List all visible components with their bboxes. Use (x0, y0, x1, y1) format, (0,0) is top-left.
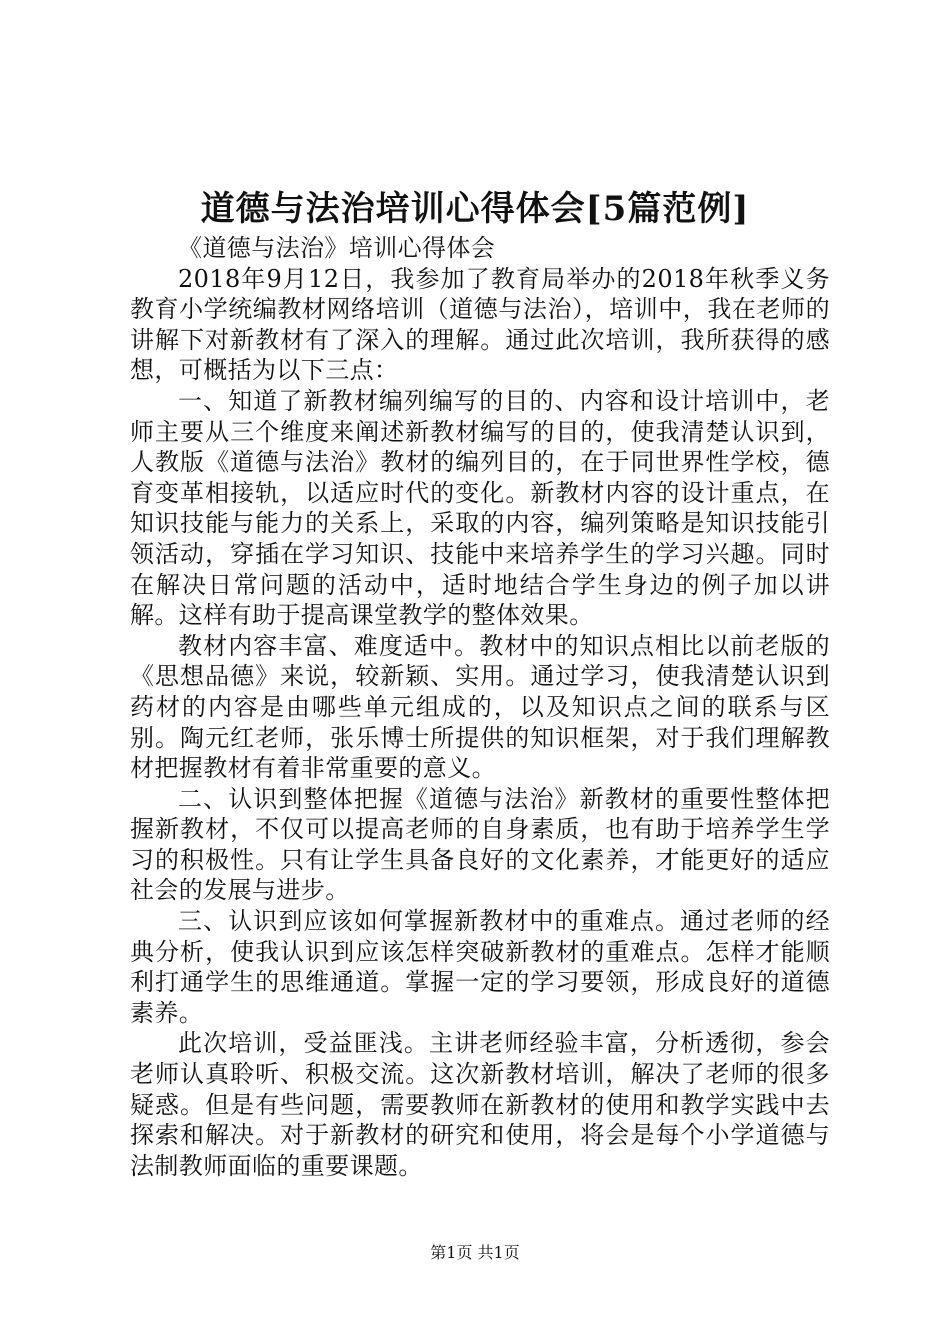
point-two-paragraph: 二、认识到整体把握《道德与法治》新教材的重要性整体把握新教材，不仅可以提高老师的自身素质，也有助于培养学生学习的积极性。只有让学生具备良好的文化素养，才能更好的适应社会的发展与进步。 (130, 784, 830, 905)
document-title: 道德与法治培训心得体会[5篇范例] (200, 189, 750, 229)
point-three-paragraph: 三、认识到应该如何掌握新教材中的重难点。通过老师的经典分析，使我认识到应该怎样突破新教材的重难点。怎样才能顺利打通学生的思维通道。掌握一定的学习要领，形成良好的道德素养。 (130, 907, 830, 1027)
intro-paragraph: 2018年9月12日，我参加了教育局举办的2018年秋季义务教育小学统编教材网络培训（道德与法治），培训中，我在老师的讲解下对新教材有了深入的理解。通过此次培训，我所获得的感想，可概括为以下三点： (130, 264, 830, 385)
subtitle-paragraph: 《道德与法治》培训心得体会 (178, 234, 496, 262)
textbook-content-paragraph: 教材内容丰富、难度适中。教材中的知识点相比以前老版的《思想品德》来说，较新颖、实用。通过学习，使我清楚认识到药材的内容是由哪些单元组成的，以及知识点之间的联系与区别。陶元红老师，张乐博士所提供的知识框架，对于我们理解教材把握教材有着非常重要的意义。 (130, 631, 830, 783)
page-number-footer: 第1页 共1页 (430, 1243, 520, 1262)
conclusion-paragraph: 此次培训，受益匪浅。主讲老师经验丰富，分析透彻，参会老师认真聆听、积极交流。这次新教材培训，解决了老师的很多疑惑。但是有些问题，需要教师在新教材的使用和教学实践中去探索和解决。对于新教材的研究和使用，将会是每个小学道德与法制教师面临的重要课题。 (130, 1029, 830, 1180)
document-body (130, 233, 830, 1181)
point-one-paragraph: 一、知道了新教材编列编写的目的、内容和设计培训中，老师主要从三个维度来阐述新教材编写的目的，使我清楚认识到，人教版《道德与法治》教材的编列目的，在于同世界性学校，德育变革相接轨，以适应时代的变化。新教材内容的设计重点，在知识技能与能力的关系上，采取的内容，编列策略是知识技能引领活动，穿插在学习知识、技能中来培养学生的学习兴趣。同时在解决日常问题的活动中，适时地结合学生身边的例子加以讲解。这样有助于提高课堂教学的整体效果。 (130, 386, 830, 630)
